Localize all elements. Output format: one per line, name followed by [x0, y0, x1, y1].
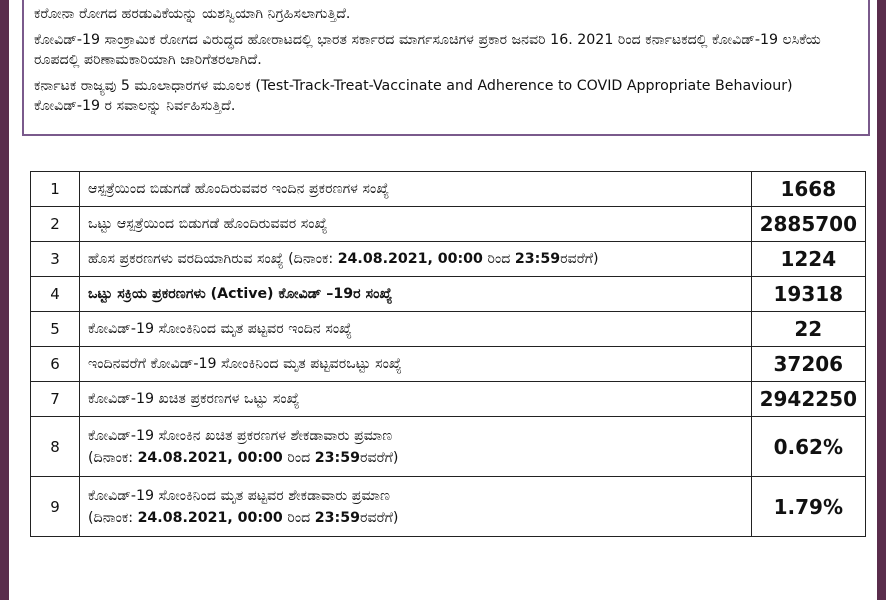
- notice-line-3: ಕರ್ನಾಟಕ ರಾಜ್ಯವು 5 ಮೂಲಾಧಾರಗಳ ಮೂಲಕ (Test-Track-Treat-Vaccinate and Adherence to COVID Appropriate Behaviour) ಕೋವಿಡ್-19 ರ ಸವಾಲನ್ನು ನಿರ್ವಹಿಸುತ್ತಿದೆ.: [34, 78, 793, 114]
- covid-stats-table: [30, 171, 866, 537]
- row-value: 2942250: [751, 382, 865, 417]
- left-border-bar: [0, 0, 9, 600]
- row-number: 1: [31, 172, 80, 207]
- row-value: 1224: [751, 242, 865, 277]
- label-text: ರವರೆಗೆ): [359, 449, 399, 466]
- table-row: [31, 207, 866, 242]
- row-value: 22: [751, 312, 865, 347]
- row-value: 2885700: [751, 207, 865, 242]
- label-time: 23:59: [314, 449, 360, 466]
- row-number: 8: [31, 417, 80, 477]
- row-number: 3: [31, 242, 80, 277]
- row-value: 0.62%: [751, 417, 865, 477]
- label-text: ರಿಂದ: [482, 251, 515, 267]
- date-range: [88, 510, 743, 526]
- date-range: [88, 450, 743, 466]
- row-value: 37206: [751, 347, 865, 382]
- table-row: [31, 277, 866, 312]
- label-text: (ದಿನಾಂಕ:: [88, 509, 138, 526]
- table-row: [31, 382, 866, 417]
- label-time: 23:59: [314, 509, 360, 526]
- row-label: [80, 417, 752, 477]
- label-text: ರಿಂದ: [282, 449, 315, 466]
- label-text: ರವರೆಗೆ): [359, 509, 399, 526]
- label-date: 24.08.2021, 00:00: [137, 449, 283, 466]
- row-number: 2: [31, 207, 80, 242]
- label-time: 23:59: [514, 251, 561, 267]
- label-date: 24.08.2021, 00:00: [337, 251, 483, 267]
- row-number: 5: [31, 312, 80, 347]
- row-number: 7: [31, 382, 80, 417]
- table-row: [31, 477, 866, 537]
- table-row: [31, 172, 866, 207]
- notice-box: [22, 0, 870, 136]
- label-text: (ದಿನಾಂಕ:: [88, 449, 138, 466]
- row-value: 1.79%: [751, 477, 865, 537]
- row-number: 9: [31, 477, 80, 537]
- row-label: [80, 242, 752, 277]
- label-text: ಕೋವಿಡ್-19 ಸೋಂಕಿನ ಖಚಿತ ಪ್ರಕರಣಗಳ ಶೇಕಡಾವಾರು ಪ್ರಮಾಣ: [88, 427, 393, 444]
- row-label: ಕೋವಿಡ್-19 ಸೋಂಕಿನಿಂದ ಮೃತ ಪಟ್ಟವರ ಇಂದಿನ ಸಂಖ್ಯೆ: [80, 312, 752, 347]
- table-row: [31, 417, 866, 477]
- label-text: ಹೊಸ ಪ್ರಕರಣಗಳು ವರದಿಯಾಗಿರುವ ಸಂಖ್ಯೆ (ದಿನಾಂಕ:: [88, 251, 338, 267]
- table-row: [31, 242, 866, 277]
- row-number: 6: [31, 347, 80, 382]
- row-label: ಇಂದಿನವರೆಗೆ ಕೋವಿಡ್-19 ಸೋಂಕಿನಿಂದ ಮೃತ ಪಟ್ಟವರಒಟ್ಟು ಸಂಖ್ಯೆ: [80, 347, 752, 382]
- label-text: ಕೋವಿಡ್-19 ಸೋಂಕಿನಿಂದ ಮೃತ ಪಟ್ಟವರ ಶೇಕಡಾವಾರು ಪ್ರಮಾಣ: [88, 487, 391, 504]
- notice-line-1: ಕರೋನಾ ರೋಗದ ಹರಡುವಿಕೆಯನ್ನು ಯಶಸ್ವಿಯಾಗಿ ನಿಗ್ರಹಿಸಲಾಗುತ್ತಿದೆ.: [34, 6, 351, 22]
- table-row: [31, 312, 866, 347]
- right-border-bar: [877, 0, 886, 600]
- row-label: ಒಟ್ಟು ಆಸ್ಪತ್ರೆಯಿಂದ ಬಿಡುಗಡೆ ಹೊಂದಿರುವವರ ಸಂಖ್ಯೆ: [80, 207, 752, 242]
- label-text: ರವರೆಗೆ): [560, 251, 599, 267]
- notice-line-2: ಕೋವಿಡ್-19 ಸಾಂಕ್ರಾಮಿಕ ರೋಗದ ವಿರುದ್ಧದ ಹೋರಾಟದಲ್ಲಿ ಭಾರತ ಸರ್ಕಾರದ ಮಾರ್ಗಸೂಚಿಗಳ ಪ್ರಕಾರ ಜನವರಿ 16. 2021 ರಿಂದ ಕರ್ನಾಟಕದಲ್ಲಿ ಕೋವಿಡ್-19 ಲಸಿಕೆಯ ರೂಪದಲ್ಲಿ ಪರಿಣಾಮಕಾರಿಯಾಗಿ ಜಾರಿಗೆತರಲಾಗಿದೆ.: [34, 32, 821, 68]
- row-number: 4: [31, 277, 80, 312]
- row-label: ಒಟ್ಟು ಸಕ್ರಿಯ ಪ್ರಕರಣಗಳು (Active) ಕೋವಿಡ್ –19ರ ಸಂಖ್ಯೆ: [80, 277, 752, 312]
- row-label: ಆಸ್ಪತ್ರೆಯಿಂದ ಬಿಡುಗಡೆ ಹೊಂದಿರುವವರ ಇಂದಿನ ಪ್ರಕರಣಗಳ ಸಂಖ್ಯೆ: [80, 172, 752, 207]
- label-text: ರಿಂದ: [282, 509, 315, 526]
- row-label: [80, 477, 752, 537]
- row-value: 19318: [751, 277, 865, 312]
- table-row: [31, 347, 866, 382]
- row-value: 1668: [751, 172, 865, 207]
- row-label: ಕೋವಿಡ್-19 ಖಚಿತ ಪ್ರಕರಣಗಳ ಒಟ್ಟು ಸಂಖ್ಯೆ: [80, 382, 752, 417]
- label-date: 24.08.2021, 00:00: [137, 509, 283, 526]
